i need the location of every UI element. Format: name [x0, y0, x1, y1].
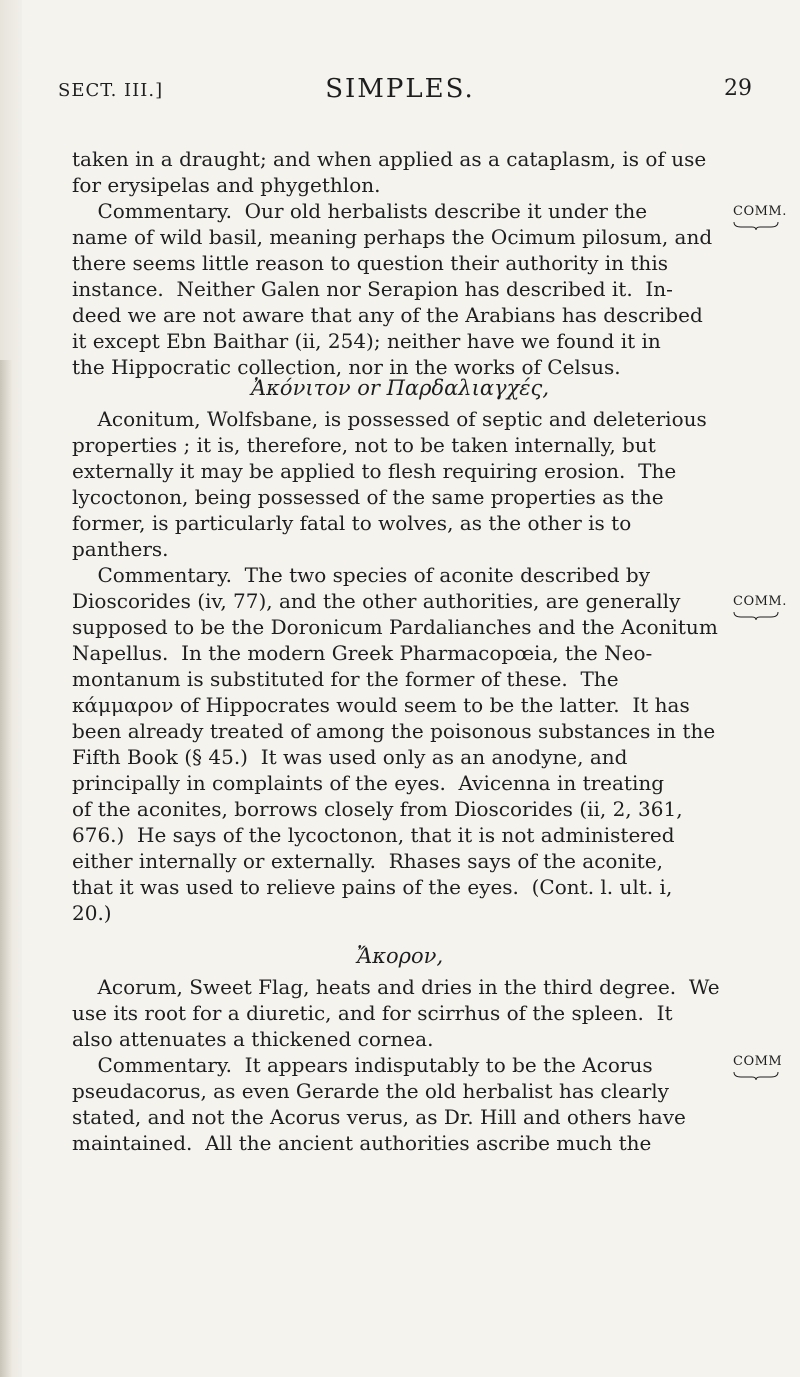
- heading-acorum: Ἄκορον,: [356, 944, 444, 968]
- brace-icon: [733, 611, 779, 621]
- page-title: SIMPLES.: [325, 74, 475, 104]
- heading-aconite: Ἀκόνιτον or Παρδαλιαγχές,: [250, 376, 549, 400]
- page-binding-edge: [0, 360, 12, 1377]
- paragraph-aconite: Aconitum, Wolfsbane, is possessed of septic and deleterious properties ; it is, therefore, not to be taken internally, but externally it may be applied to flesh requiring erosion. The lycoctonon, being possessed of the same properties as the former, is particularly fatal to wolves, as the other is to panthers. Commentary. The two species of aconite described by Dioscorides (iv, 77), and the other authorities, are generally supposed to be the Doronicum Pardalianches and the Aconitum Napellus. In the modern Greek Pharmacopœia, the Neo- montanum is substituted for the former of these. The κάμμαρον of Hippocrates would seem to be the latter. It has been already treated of among the poisonous substances in the Fifth Book (§ 45.) It was used only as an anodyne, and principally in complaints of the eyes. Avicenna in treating of the aconites, borrows closely from Dioscorides (ii, 2, 361, 676.) He says of the lycoctonon, that it is not administered either internally or externally. Rhases says of the aconite, that it was used to relieve pains of the eyes. (Cont. l. ult. i, 20.): [72, 407, 718, 925]
- paragraph-acorum: Acorum, Sweet Flag, heats and dries in the third degree. We use its root for a diuretic, and for scirrhus of the spleen. It also attenuates a thickened cornea. Commentary. It appears indisputably to be the Acorus pseudacorus, as even Gerarde the old herbalist has clearly stated, and not the Acorus verus, as Dr. Hill and others have maintained. All the ancient authorities ascribe much the: [72, 975, 720, 1155]
- section-label: SECT. III.]: [58, 80, 164, 101]
- margin-note-label: COMM.: [733, 594, 787, 609]
- margin-note-commentary: [733, 1054, 793, 1081]
- running-header: [0, 72, 800, 112]
- margin-note-label: COMM: [733, 1054, 783, 1069]
- margin-note-commentary: [733, 204, 793, 231]
- margin-note-commentary: [733, 594, 793, 621]
- paragraph-ocimum: taken in a draught; and when applied as a cataplasm, is of use for erysipelas and phygethlon. Commentary. Our old herbalists describe it under the name of wild basil, meaning perhaps the Ocimum pilosum, and there seems little reason to question their authority in this instance. Neither Galen nor Serapion has described it. In- deed we are not aware that any of the Arabians has described it except Ebn Baithar (ii, 254); neither have we found it in the Hippocratic collection, nor in the works of Celsus.: [72, 147, 713, 379]
- margin-note-label: COMM.: [733, 204, 787, 219]
- brace-icon: [733, 221, 779, 231]
- page-number: 29: [724, 76, 752, 101]
- brace-icon: [733, 1071, 779, 1081]
